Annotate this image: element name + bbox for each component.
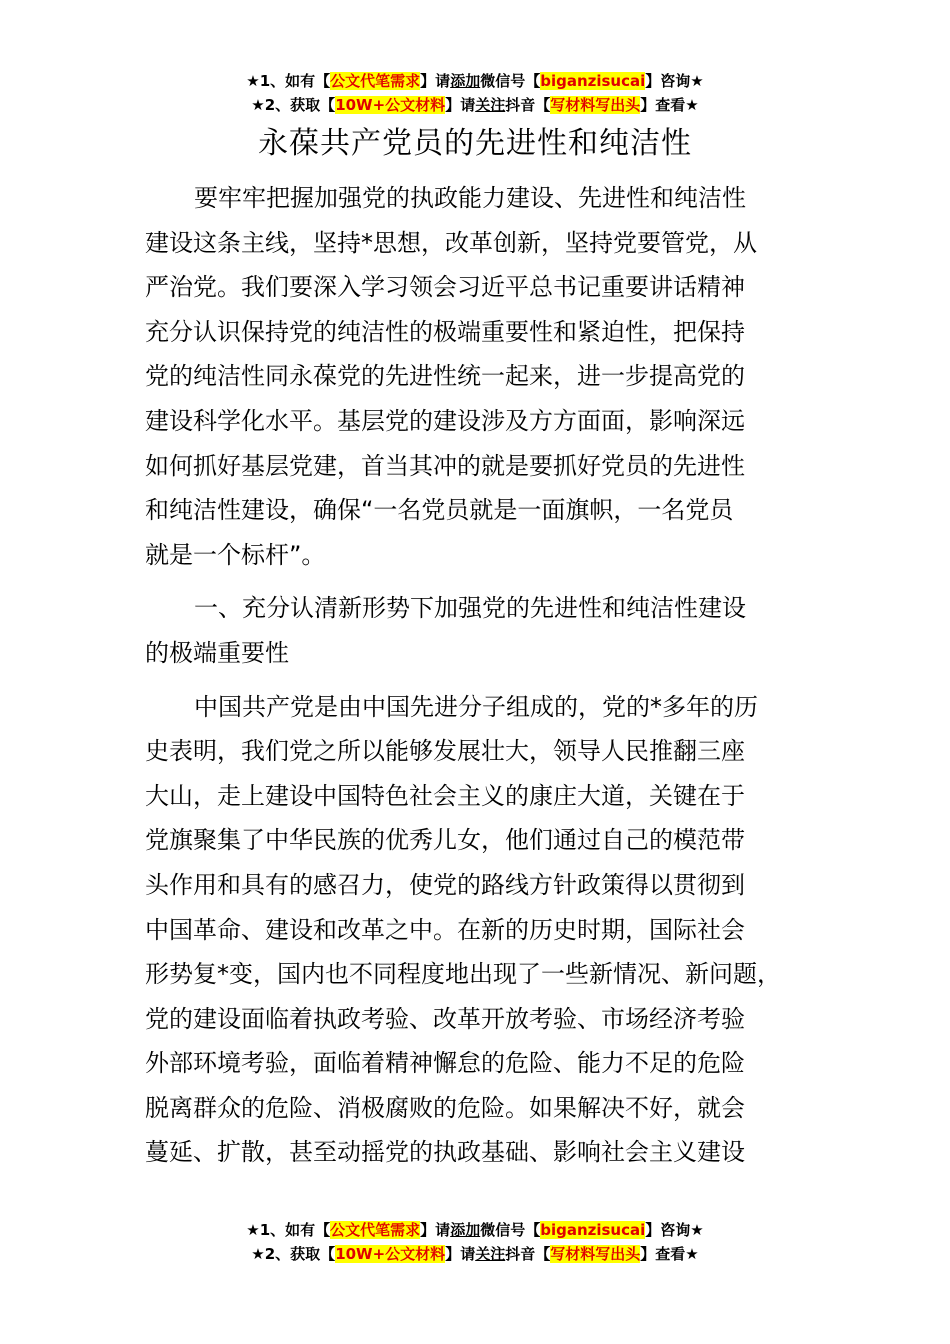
text-line: 充分认识保持党的纯洁性的极端重要性和紧迫性，把保持 xyxy=(145,317,745,346)
text-line: 史表明，我们党之所以能够发展壮大，领导人民推翻三座 xyxy=(145,737,745,766)
text-line: 党的纯洁性同永葆党的先进性统一起来，进一步提高党的 xyxy=(145,362,745,391)
promo-highlight: biganzisucai xyxy=(540,72,646,90)
text-line: 大山，走上建设中国特色社会主义的康庄大道，关键在于 xyxy=(145,781,745,810)
promo-line-2 xyxy=(0,93,950,117)
promo-highlight: 公文代笔需求 xyxy=(330,72,421,90)
text-line: 蔓延、扩散，甚至动摇党的执政基础、影响社会主义建设 xyxy=(145,1138,745,1167)
paragraph-2 xyxy=(145,685,835,1176)
promo-banner-bottom xyxy=(0,1218,950,1266)
promo-text: 抖音【 xyxy=(505,96,551,114)
promo-line-1 xyxy=(0,1218,950,1242)
promo-text: 】查看★ xyxy=(640,96,699,114)
promo-highlight: 写材料写出头 xyxy=(550,1245,641,1263)
document-body xyxy=(145,176,835,1175)
text-line: 头作用和具有的感召力，使党的路线方针政策得以贯彻到 xyxy=(145,870,745,899)
text-line: 严治党。我们要深入学习领会习近平总书记重要讲话精神 xyxy=(145,273,745,302)
promo-text: ★1、如有【 xyxy=(246,72,331,90)
promo-text: 】请 xyxy=(420,1221,451,1239)
promo-text: 】请 xyxy=(445,1245,476,1263)
promo-highlight: 10W+公文材料 xyxy=(335,96,446,114)
text-line: 脱离群众的危险、消极腐败的危险。如果解决不好，就会 xyxy=(145,1093,745,1122)
promo-line-1 xyxy=(0,69,950,93)
text-line: 要牢牢把握加强党的执政能力建设、先进性和纯洁性 xyxy=(194,184,746,212)
promo-text: 抖音【 xyxy=(505,1245,551,1263)
promo-underline: 关注 xyxy=(475,1245,506,1263)
text-line: 外部环境考验，面临着精神懈怠的危险、能力不足的危险 xyxy=(145,1049,745,1078)
text-line: 建设科学化水平。基层党的建设涉及方方面面，影响深远 xyxy=(145,406,745,435)
text-line: 中国革命、建设和改革之中。在新的历史时期，国际社会 xyxy=(145,915,745,944)
promo-highlight: 10W+公文材料 xyxy=(335,1245,446,1263)
promo-highlight: 公文代笔需求 xyxy=(330,1221,421,1239)
promo-banner-top xyxy=(0,69,950,117)
text-line: 就是一个标杆”。 xyxy=(145,540,326,569)
text-line: 中国共产党是由中国先进分子组成的，党的*多年的历 xyxy=(194,692,758,721)
promo-text: 】请 xyxy=(445,96,476,114)
promo-text: 】请 xyxy=(420,72,451,90)
heading-line: 一、充分认清新形势下加强党的先进性和纯洁性建设 xyxy=(194,594,746,623)
promo-highlight: biganzisucai xyxy=(540,1221,646,1239)
promo-text: 微信号【 xyxy=(480,72,541,90)
promo-text: 】咨询★ xyxy=(645,1221,704,1239)
promo-text: ★2、获取【 xyxy=(251,96,336,114)
text-line: 和纯洁性建设，确保“一名党员就是一面旗帜，一名党员 xyxy=(145,496,734,525)
promo-text: 】咨询★ xyxy=(645,72,704,90)
text-line: 党的建设面临着执政考验、改革开放考验、市场经济考验 xyxy=(145,1004,745,1033)
paragraph-1 xyxy=(145,176,835,577)
promo-line-2 xyxy=(0,1242,950,1266)
text-line: 如何抓好基层党建，首当其冲的就是要抓好党员的先进性 xyxy=(145,451,745,480)
promo-text: ★2、获取【 xyxy=(251,1245,336,1263)
promo-underline: 关注 xyxy=(475,96,506,114)
promo-highlight: 写材料写出头 xyxy=(550,96,641,114)
promo-underline: 添加 xyxy=(450,1221,481,1239)
section-heading-1 xyxy=(145,586,835,675)
promo-text: ★1、如有【 xyxy=(246,1221,331,1239)
heading-line: 的极端重要性 xyxy=(145,638,289,667)
text-line: 建设这条主线，坚持*思想，改革创新，坚持党要管党，从 xyxy=(145,228,757,257)
text-line: 党旗聚集了中华民族的优秀儿女，他们通过自己的模范带 xyxy=(145,826,745,855)
promo-text: 】查看★ xyxy=(640,1245,699,1263)
document-title: 永葆共产党员的先进性和纯洁性 xyxy=(258,126,692,161)
promo-underline: 添加 xyxy=(450,72,481,90)
promo-text: 微信号【 xyxy=(480,1221,541,1239)
text-line: 形势复*变，国内也不同程度地出现了一些新情况、新问题， xyxy=(145,960,781,989)
